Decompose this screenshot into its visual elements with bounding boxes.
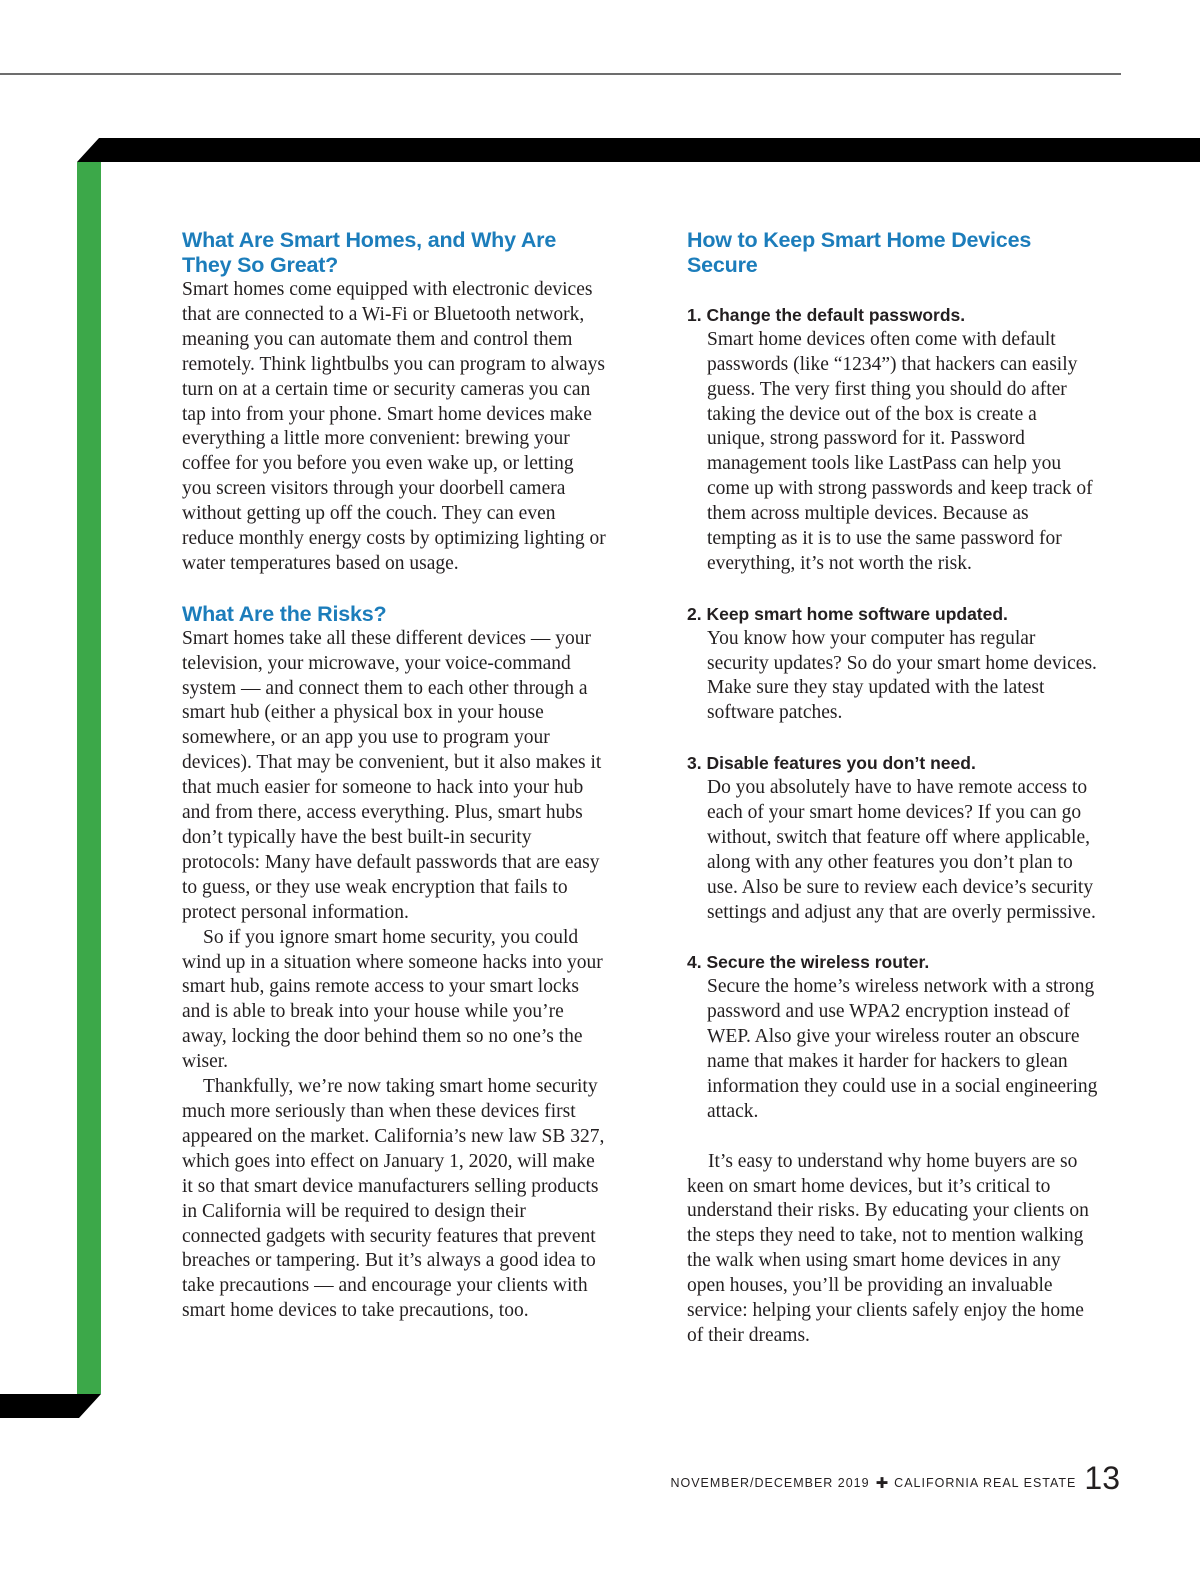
- step-body: Smart home devices often come with default passwords (like “1234”) that hackers can easily guess. The very first thing you should do after taking the device out of the box is create a unique, strong password for it. Password management tools like LastPass can help you come up with strong passwords and keep track of them across multiple devices. Because as tempting as it is to use the same password for everything, it’s not worth the risk.: [707, 328, 1093, 574]
- step-body: Do you absolutely have to have remote access to each of your smart home devices? If you can go without, switch that feature off where applicable, along with any other features you don’t plan to use. Also be sure to review each device’s security settings and adjust any that are overly permissive.: [707, 777, 1096, 923]
- step-title: 2. Keep smart home software updated.: [687, 603, 1008, 624]
- footer-band: [0, 1394, 101, 1418]
- step-item: [687, 751, 1099, 925]
- right-column: [687, 228, 1099, 1349]
- section-heading-secure: How to Keep Smart Home Devices Secure: [687, 228, 1032, 277]
- green-accent-bar: [77, 162, 101, 1394]
- publication-name: CALIFORNIA REAL ESTATE: [894, 1476, 1077, 1490]
- body-paragraph: So if you ignore smart home security, you could wind up in a situation where someone hacks into your smart hub, gains remote access to your smart locks and is able to break into your house while you’re away, locking the door behind them so no one’s the wiser.: [182, 926, 603, 1073]
- top-rule: [0, 73, 1121, 75]
- step-title: 4. Secure the wireless router.: [687, 952, 930, 973]
- step-item: [687, 602, 1099, 727]
- step-title: 3. Disable features you don’t need.: [687, 753, 976, 774]
- step-body: Secure the home’s wireless network with a strong password and use WPA2 encryption instead of WEP. Also give your wireless router an obscure name that makes it harder for hackers to glean information they could use in a social engineering attack.: [707, 976, 1098, 1122]
- body-paragraph: Thankfully, we’re now taking smart home security much more seriously than when these devices first appeared on the market. California’s new law SB 327, which goes into effect on January 1, 2020, will make it so that smart device manufacturers selling products in California will be required to design their connected gadgets with security features that prevent breaches or tampering. But it’s always a good idea to take precautions — and encourage your clients with smart home devices to take precautions, too.: [182, 1076, 605, 1322]
- left-column: [182, 228, 607, 1324]
- step-item: [687, 303, 1099, 577]
- step-body: You know how your computer has regular security updates? So do your smart home devices. Make sure they stay updated with the latest software patches.: [707, 627, 1097, 724]
- section-heading-smart-homes: What Are Smart Homes, and Why Are They So Great?: [182, 228, 557, 277]
- closing-paragraph: It’s easy to understand why home buyers are so keen on smart home devices, but it’s critical to understand their risks. By educating your clients on the steps they need to take, not to mention walking the walk when using smart home devices in any open houses, you’ll be providing an invaluable service: helping your clients safely enjoy the home of their dreams.: [687, 1150, 1089, 1346]
- step-title: 1. Change the default passwords.: [687, 304, 966, 325]
- page-number: 13: [1084, 1460, 1120, 1496]
- page-footer: [670, 1462, 1120, 1494]
- section-heading-risks: What Are the Risks?: [182, 601, 387, 626]
- step-item: [687, 950, 1099, 1124]
- body-paragraph: Smart homes come equipped with electronic devices that are connected to a Wi-Fi or Bluetooth network, meaning you can automate them and control them remotely. Think lightbulbs you can program to always turn on at a certain time or security cameras you can tap into from your phone. Smart home devices make everything a little more convenient: brewing your coffee for you before you even wake up, or letting you screen visitors through your doorbell camera without getting up off the couch. They can even reduce monthly energy costs by optimizing lighting or water temperatures based on usage.: [182, 279, 606, 574]
- issue-date: NOVEMBER/DECEMBER 2019: [670, 1476, 870, 1490]
- body-paragraph: Smart homes take all these different devices — your television, your microwave, your voice-command system — and connect them to each other through a smart hub (either a physical box in your house somewhere, or an app you use to program your devices). That may be convenient, but it also makes it that much easier for someone to hack into your hub and from there, access everything. Plus, smart hubs don’t typically have the best built-in security protocols: Many have default passwords that are easy to guess, or they use weak encryption that fails to protect personal information.: [182, 627, 602, 923]
- plus-icon: ✚: [875, 1475, 889, 1492]
- header-band: [77, 138, 1200, 162]
